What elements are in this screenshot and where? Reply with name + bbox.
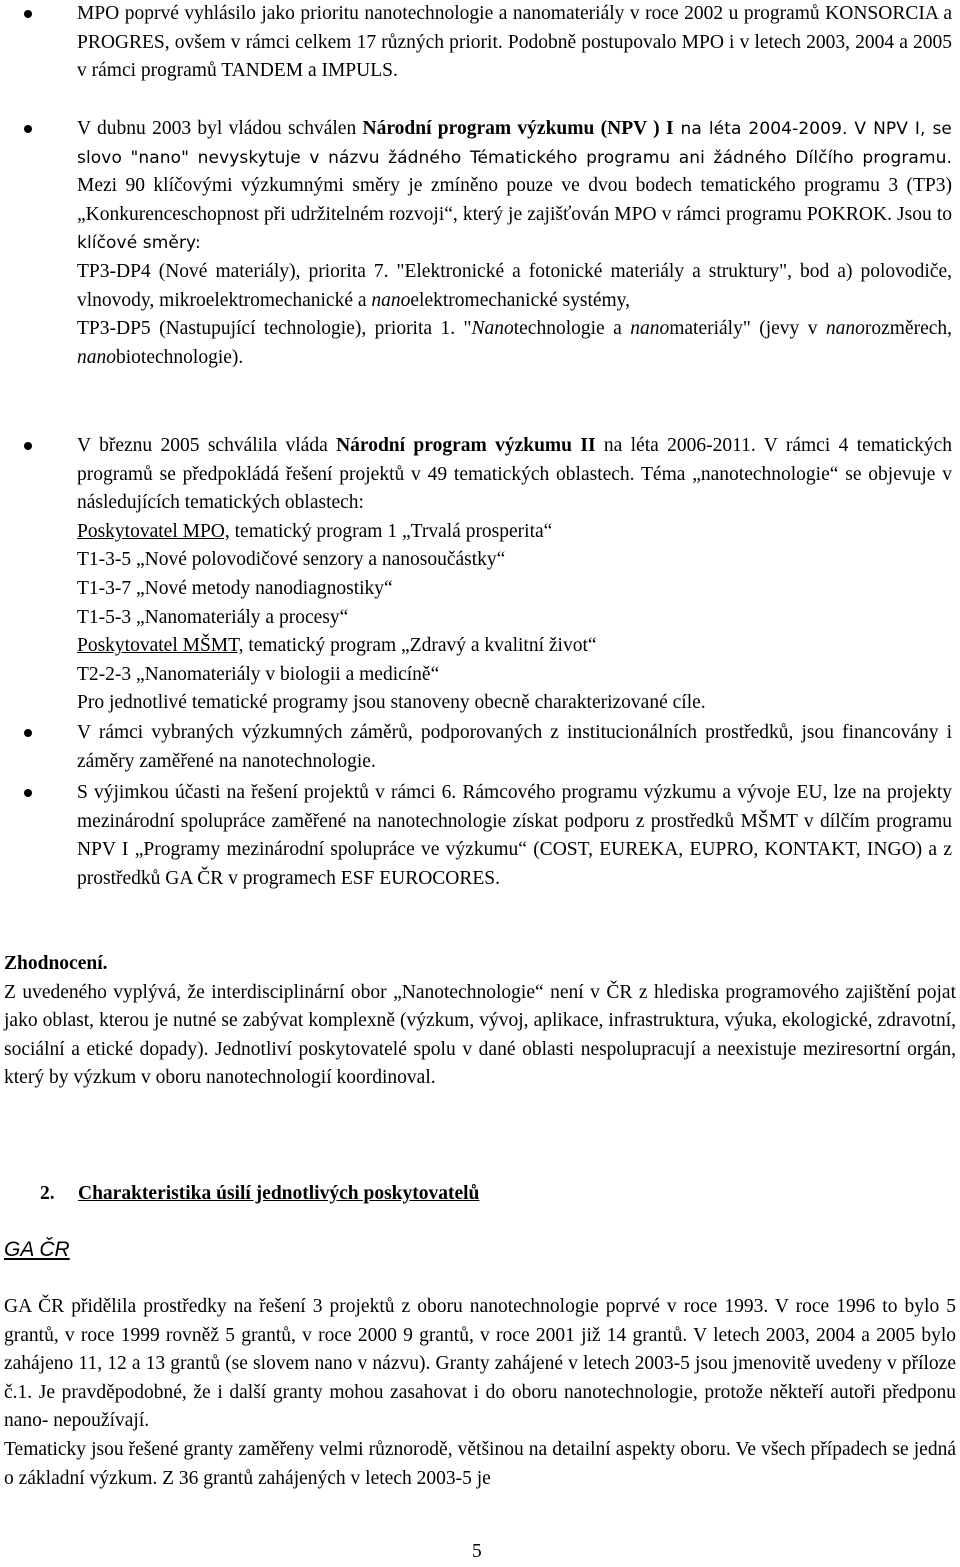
bullet-item-international — [0, 779, 956, 893]
bullet-icon — [24, 789, 32, 797]
bullet-icon — [24, 10, 32, 18]
gacr-heading: GA ČR — [4, 1238, 70, 1261]
bullet-item-npv1 — [0, 115, 956, 372]
bullet-icon — [24, 125, 32, 133]
gacr-body — [4, 1293, 956, 1493]
bullet-text-npv1: V dubnu 2003 byl vládou schválen Národní program výzkumu (NPV ) I na léta 2004-2009. V NPV I, se slovo "nano" nevyskytuje v názvu žádného Tématického programu ani žádného Dílčího programu. Mezi 90 klíčovými výzkumnými směry je zmíněno pouze ve dvou bodech tematického programu 3 (TP3) „Konkurenceschopnost při udržitelném rozvoji“, který je zajišťován MPO v rámci programu POKROK. Jsou to klíčové směry: — [77, 118, 952, 254]
section-title: Charakteristika úsilí jednotlivých poskytovatelů — [78, 1183, 480, 1204]
bullet-text-zamery: V rámci vybraných výzkumných záměrů, podporovaných z institucionálních prostředků, jsou financovány i záměry zaměřené na nanotechnologie. — [77, 722, 952, 772]
evaluation-block — [4, 950, 956, 1093]
area-t1-3-7: T1-3-7 „Nové metody nanodiagnostiky“ — [77, 577, 393, 599]
section-number: 2. — [40, 1183, 55, 1204]
page-number: 5 — [472, 1541, 482, 1562]
section-heading — [40, 1180, 479, 1209]
bullet-item-npv2 — [0, 432, 956, 718]
bullet-text-tp3-dp5: TP3-DP5 (Nastupující technologie), priorita 1. "Nanotechnologie a nanomateriály" (jevy v nanorozměrech, nanobiotechnologie). — [77, 318, 953, 368]
bullet-text-international: S výjimkou účasti na řešení projektů v rámci 6. Rámcového programu výzkumu a vývoje EU, lze na projekty mezinárodní spolupráce zaměřené na nanotechnologie získat podporu z prostředků MŠMT v dílčím programu NPV I „Programy mezinárodní spolupráce ve výzkumu“ (COST, EUREKA, EUPRO, KONTAKT, INGO) a z prostředků GA ČR v programech ESF EUROCORES. — [77, 782, 952, 889]
area-t1-5-3: T1-5-3 „Nanomateriály a procesy“ — [77, 606, 349, 628]
bullet-icon — [24, 442, 32, 450]
evaluation-heading: Zhodnocení. — [4, 953, 108, 974]
bullet-text-npv2: V březnu 2005 schválila vláda Národní program výzkumu II na léta 2006-2011. V rámci 4 tematických programů se předpokládá řešení projektů v 49 tematických oblastech. Téma „nanotechnologie“ se objevuje v následujících tematických oblastech: — [77, 435, 952, 514]
bullet-item-mpo — [0, 0, 956, 86]
area-t1-3-5: T1-3-5 „Nové polovodičové senzory a nanosoučástky“ — [77, 549, 506, 571]
bullet-text-mpo: MPO poprvé vyhlásilo jako prioritu nanotechnologie a nanomateriály v roce 2002 u programů KONSORCIA a PROGRES, ovšem v rámci celkem 17 různých priorit. Podobně postupovalo MPO i v letech 2003, 2004 a 2005 v rámci programů TANDEM a IMPULS. — [77, 3, 952, 82]
evaluation-text: Z uvedeného vyplývá, že interdisciplinární obor „Nanotechnologie“ není v ČR z hlediska programového zajištění pojat jako oblast, kterou je nutné se zabývat komplexně (výzkum, vývoj, aplikace, infrastruktura, výuka, ekologické, zdravotní, sociální a etické dopady). Jednotliví poskytovatelé spolu v dané oblasti nespolupracují a neexistuje meziresortní orgán, který by výzkum v oboru nanotechnologií koordinoval. — [4, 981, 956, 1089]
programs-goals-line: Pro jednotlivé tematické programy jsou stanoveny obecně charakterizované cíle. — [77, 692, 706, 714]
gacr-paragraph-1: GA ČR přidělila prostředky na řešení 3 projektů z oboru nanotechnologie poprvé v roce 1993. V roce 1996 to bylo 5 grantů, v roce 1999 rovněž 5 grantů, v roce 2000 9 grantů, v roce 2001 již 14 grantů. V letech 2003, 2004 a 2005 bylo zahájeno 11, 12 a 13 grantů (se slovem nano v názvu). Granty zahájené v letech 2003-5 jsou jmenovitě uvedeny v příloze č.1. Je pravděpodobné, že i další granty mohou zasahovat i do oboru nanotechnologie, protože někteří autoři předponu nano- nepoužívají. — [4, 1296, 956, 1432]
bullet-text-tp3-dp4: TP3-DP4 (Nové materiály), priorita 7. "Elektronické a fotonické materiály a struktury", bod a) polovodiče, vlnovody, mikroelektromechanické a nanoelektromechanické systémy, — [77, 260, 952, 311]
gacr-paragraph-2: Tematicky jsou řešené granty zaměřeny velmi různorodě, většinou na detailní aspekty oboru. Ve všech případech se jedná o základní výzkum. Z 36 grantů zahájených v letech 2003-5 je — [4, 1438, 956, 1489]
provider-mpo-line: Poskytovatel MPO, tematický program 1 „Trvalá prosperita“ — [77, 520, 553, 542]
bullet-icon — [24, 729, 32, 737]
provider-msmt-line: Poskytovatel MŠMT, tematický program „Zdravý a kvalitní život“ — [77, 635, 597, 657]
area-t2-2-3: T2-2-3 „Nanomateriály v biologii a medicíně“ — [77, 663, 440, 685]
bullet-item-zamery — [0, 719, 956, 776]
